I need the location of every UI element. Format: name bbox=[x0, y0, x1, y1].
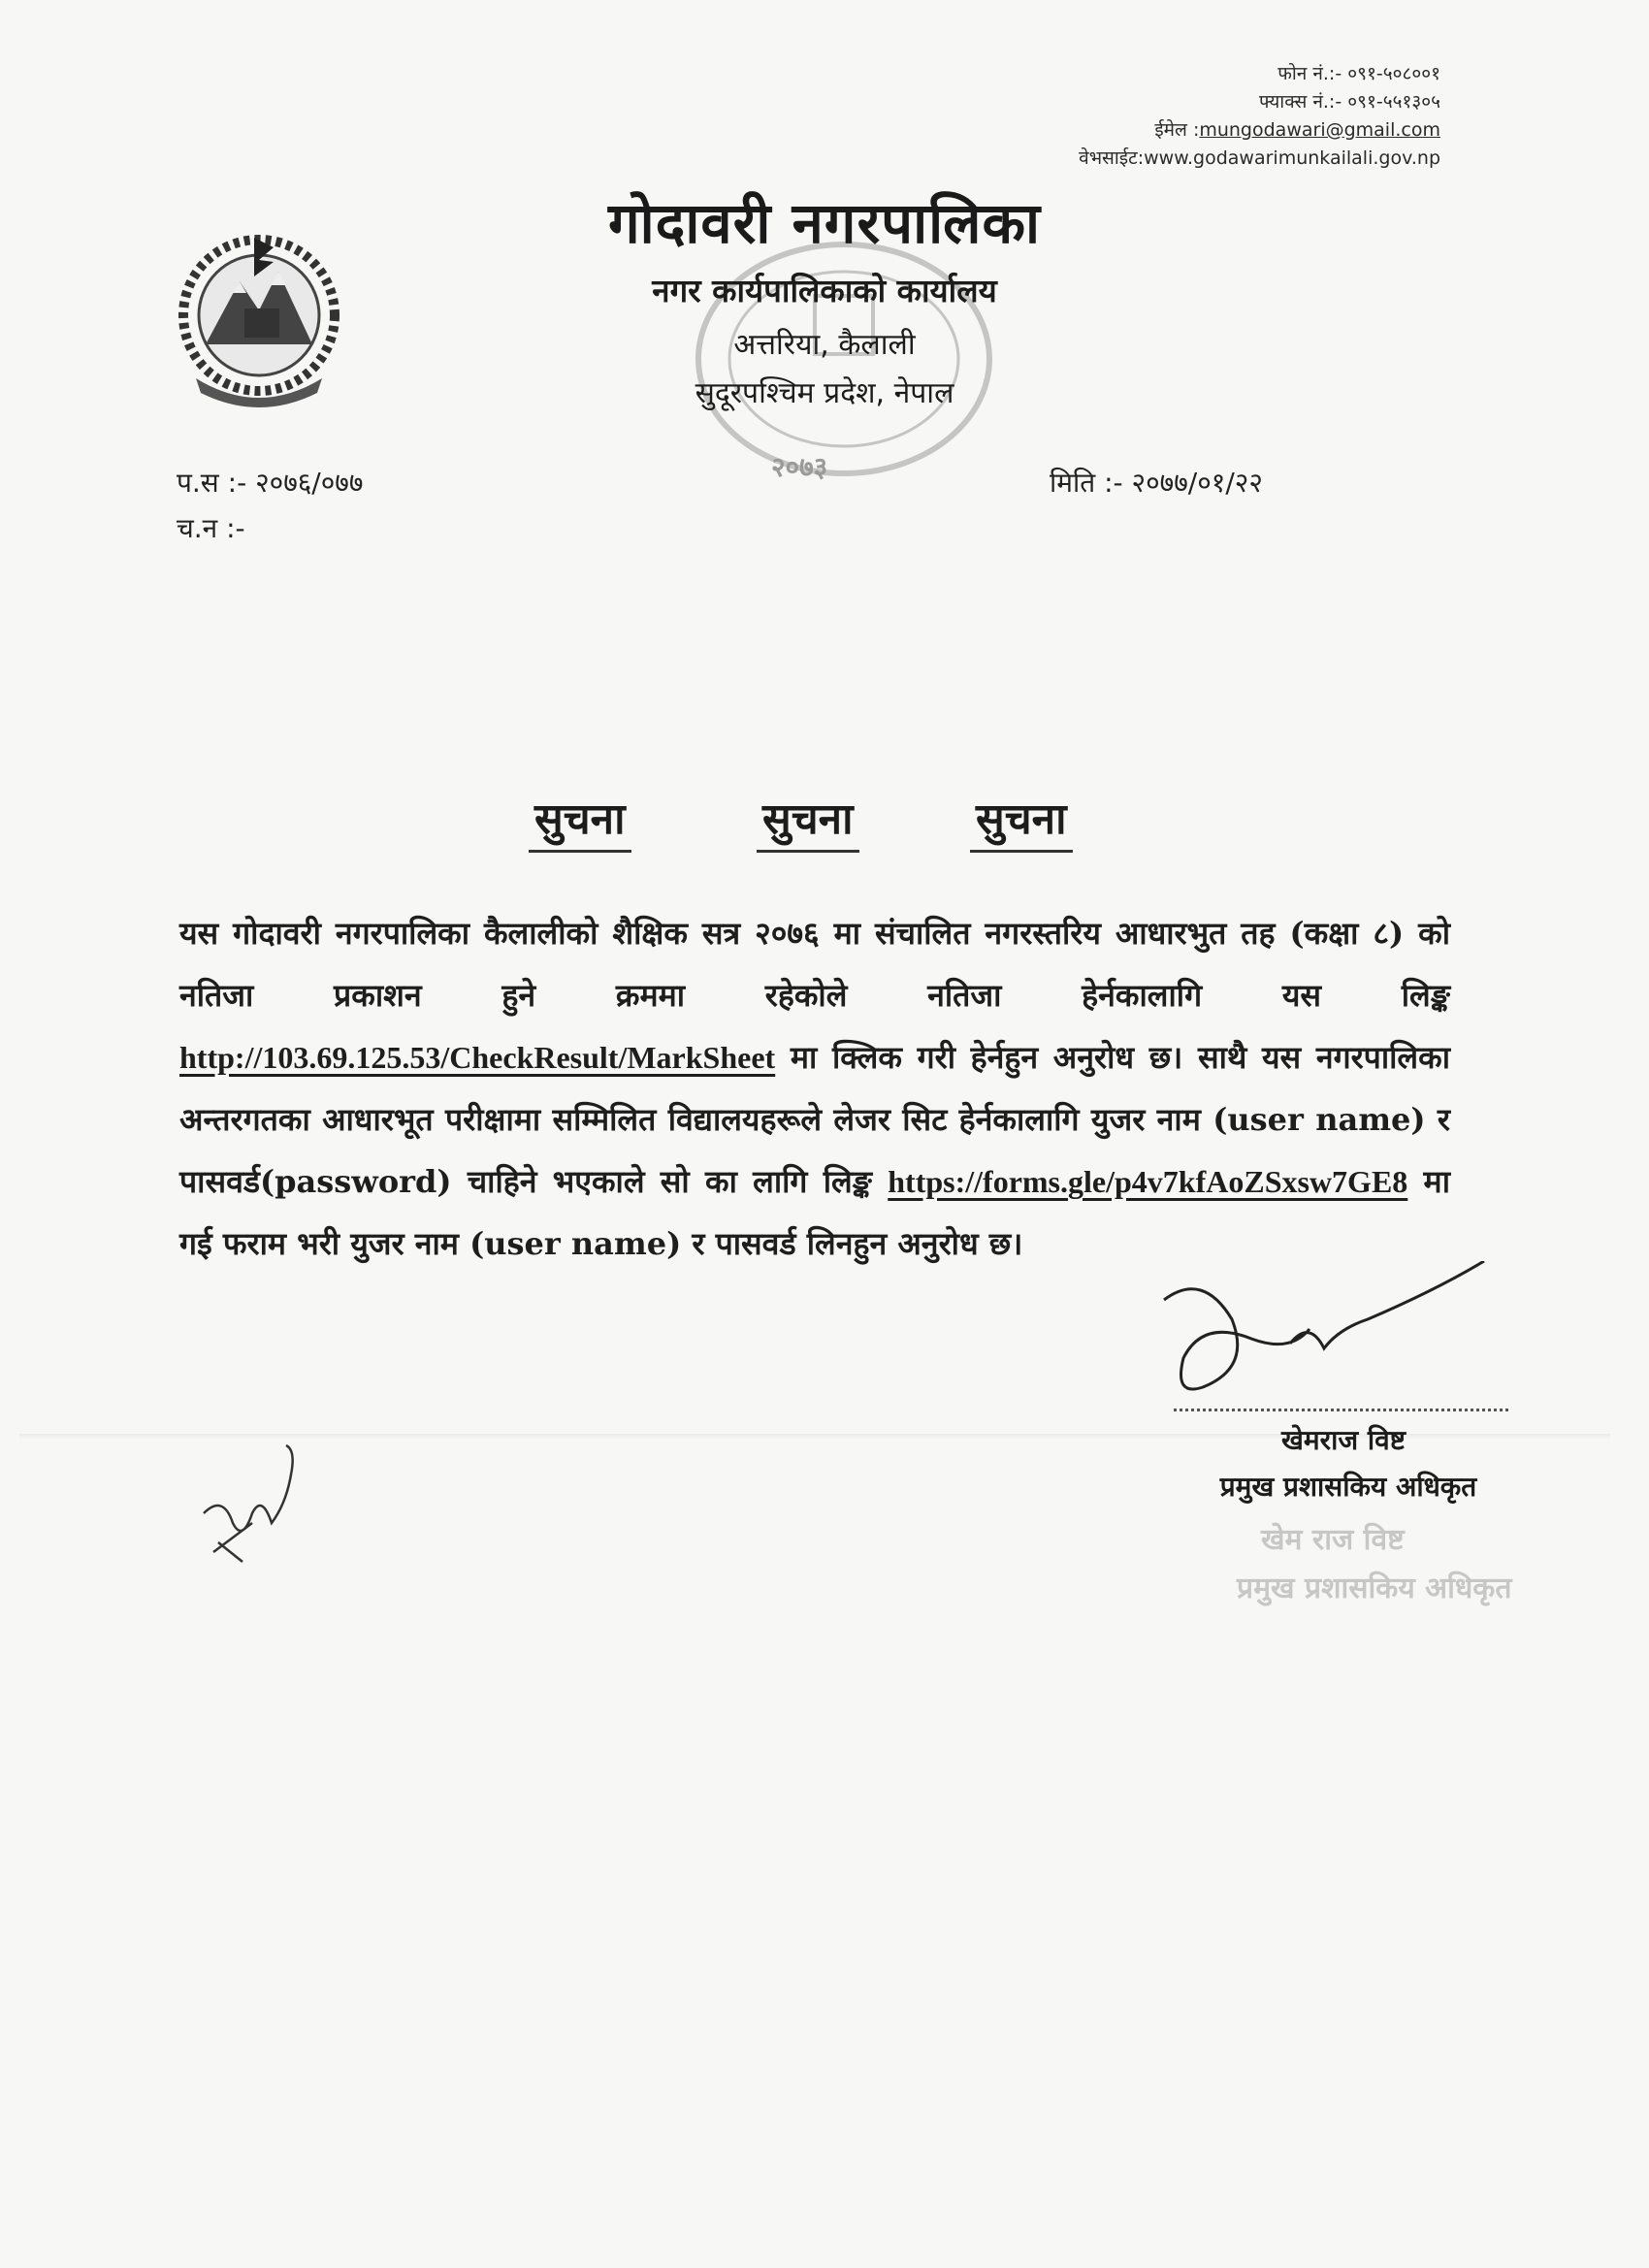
website-row bbox=[1079, 145, 1440, 173]
fax-number: फ्याक्स नं.:- ०९१-५५१३०५ bbox=[1259, 91, 1440, 113]
body-text: मा गई फराम भरी युजर नाम (user name) र पासवर्ड लिनहुन अनुरोध छ। bbox=[179, 1163, 1450, 1262]
office-name: नगर कार्यपालिकाको कार्यालय bbox=[652, 272, 997, 309]
office-province: सुदूरपश्चिम प्रदेश, नेपाल bbox=[695, 376, 954, 410]
notice-heading: सुचना bbox=[529, 788, 631, 853]
result-link[interactable]: http://103.69.125.53/CheckResult/MarkSheet bbox=[179, 1040, 776, 1075]
form-link[interactable]: https://forms.gle/p4v7kfAoZSxsw7GE8 bbox=[888, 1164, 1408, 1199]
initials-icon bbox=[194, 1436, 320, 1571]
website-label: वेभसाईट: bbox=[1079, 147, 1145, 169]
office-location: अत्तरिया, कैलाली bbox=[733, 328, 916, 362]
letter-number: प.स :- २०७६/०७७ bbox=[177, 467, 364, 499]
letter-date: मिति :- २०७७/०१/२२ bbox=[1050, 467, 1263, 499]
seal-name: खेम राज विष्ट bbox=[1261, 1523, 1405, 1557]
stamp-year: २०७३ bbox=[771, 451, 828, 483]
body-text: यस गोदावरी नगरपालिका कैलालीको शैक्षिक सत्र २०७६ मा संचालित नगरस्तरिय आधारभुत तह (कक्षा ८) को नतिजा प्रकाशन हुने क्रममा रहेकोले नतिजा हेर्नकालागि यस लिङ्क bbox=[179, 915, 1450, 1014]
email-link[interactable]: mungodawari@gmail.com bbox=[1199, 119, 1440, 141]
contact-block bbox=[1079, 60, 1440, 173]
email-row bbox=[1079, 116, 1440, 145]
body-text: मा क्लिक गरी हेर्नहुन अनुरोध छ। साथै यस नगरपालिका अन्तरगतका आधारभूत परीक्षामा सम्मिलित विद्यालयहरूले लेजर सिट हेर्नकालागि युजर नाम (user name) र पासवर्ड(password) चाहिने भएकाले सो का लागि लिङ्क bbox=[179, 1039, 1450, 1200]
signatory-name: खेमराज विष्ट bbox=[1280, 1424, 1406, 1456]
signature-line bbox=[1174, 1409, 1508, 1411]
dispatch-number: च.न :- bbox=[177, 512, 245, 544]
notice-body bbox=[179, 902, 1450, 1275]
signatory-title: प्रमुख प्रशासकिय अधिकृत bbox=[1219, 1471, 1477, 1503]
signature-icon bbox=[1145, 1261, 1494, 1416]
phone-number: फोन नं.:- ०९१-५०८००१ bbox=[1277, 63, 1440, 84]
website-link[interactable]: www.godawarimunkailali.gov.np bbox=[1144, 147, 1440, 169]
notice-heading: सुचना bbox=[757, 788, 859, 853]
email-label: ईमेल : bbox=[1154, 119, 1200, 141]
municipality-title: गोदावरी नगरपालिका bbox=[607, 190, 1042, 256]
notice-heading: सुचना bbox=[970, 788, 1073, 853]
seal-title: प्रमुख प्रशासकिय अधिकृत bbox=[1237, 1571, 1512, 1605]
